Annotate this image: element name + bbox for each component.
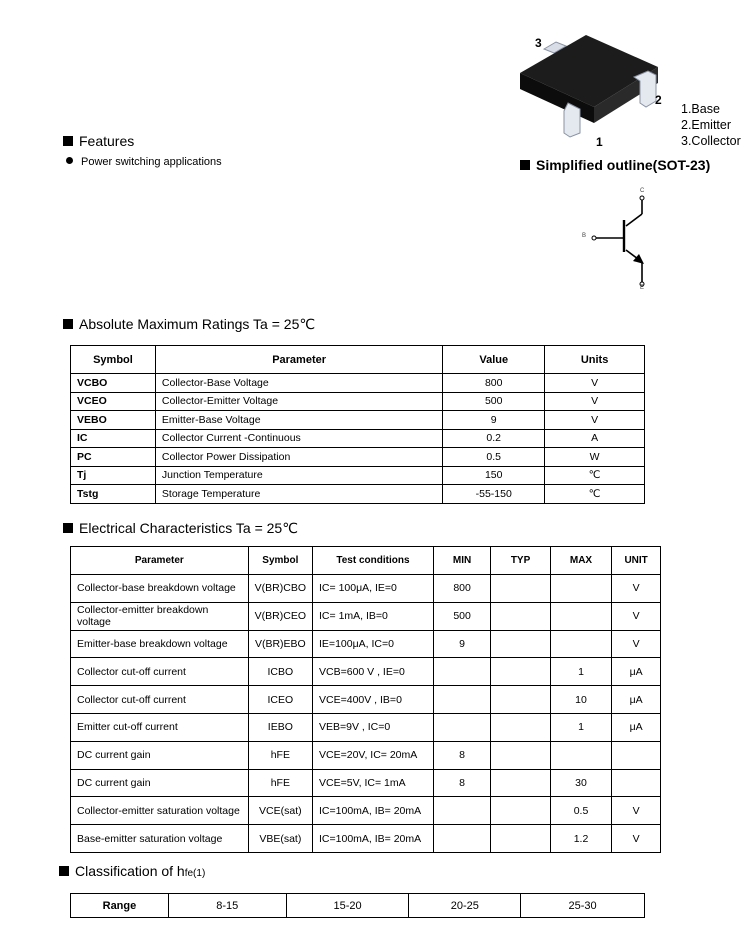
cell-unit bbox=[612, 769, 661, 797]
cell-range-value: 8-15 bbox=[168, 894, 286, 918]
abs-max-table bbox=[70, 345, 645, 504]
cell-parameter: Collector-emitter breakdown voltage bbox=[71, 602, 249, 630]
cell-unit: V bbox=[612, 825, 661, 853]
electrical-characteristics-table bbox=[70, 546, 661, 853]
features-item bbox=[66, 156, 222, 168]
cell-min bbox=[433, 825, 490, 853]
cell-units: ℃ bbox=[545, 466, 645, 485]
cell-max: 10 bbox=[550, 686, 611, 714]
cell-symbol: VCEO bbox=[71, 392, 156, 411]
cell-units: V bbox=[545, 374, 645, 393]
cell-units: ℃ bbox=[545, 485, 645, 504]
cell-parameter: DC current gain bbox=[71, 769, 249, 797]
table-row bbox=[71, 448, 645, 467]
cell-parameter: Emitter-base breakdown voltage bbox=[71, 630, 249, 658]
cell-typ bbox=[491, 658, 550, 686]
cell-symbol: V(BR)EBO bbox=[248, 630, 312, 658]
cell-symbol: IEBO bbox=[248, 713, 312, 741]
cell-max: 1 bbox=[550, 658, 611, 686]
npn-transistor-schematic bbox=[575, 188, 665, 290]
cell-min bbox=[433, 713, 490, 741]
cell-unit: μA bbox=[612, 686, 661, 714]
cell-min: 8 bbox=[433, 769, 490, 797]
elec-title bbox=[63, 520, 298, 537]
col-header-unit: UNIT bbox=[612, 547, 661, 575]
cell-symbol: PC bbox=[71, 448, 156, 467]
schematic-label-base: B bbox=[582, 233, 587, 239]
col-header-value: Value bbox=[443, 346, 545, 374]
cell-max bbox=[550, 602, 611, 630]
col-header-max: MAX bbox=[550, 547, 611, 575]
classification-title-main: Classification of h bbox=[75, 863, 185, 879]
cell-parameter: Storage Temperature bbox=[155, 485, 442, 504]
table-row bbox=[71, 374, 645, 393]
cell-min: 8 bbox=[433, 741, 490, 769]
cell-parameter: Collector-Emitter Voltage bbox=[155, 392, 442, 411]
table-row bbox=[71, 686, 661, 714]
cell-symbol: V(BR)CBO bbox=[248, 575, 312, 603]
cell-unit: V bbox=[612, 602, 661, 630]
col-header-parameter: Parameter bbox=[71, 547, 249, 575]
cell-typ bbox=[491, 602, 550, 630]
cell-value: 0.5 bbox=[443, 448, 545, 467]
col-header-typ: TYP bbox=[491, 547, 550, 575]
cell-parameter: Collector cut-off current bbox=[71, 658, 249, 686]
cell-units: V bbox=[545, 392, 645, 411]
cell-test-conditions: IC=100mA, IB= 20mA bbox=[313, 825, 434, 853]
cell-typ bbox=[491, 713, 550, 741]
cell-max: 1 bbox=[550, 713, 611, 741]
cell-symbol: VBE(sat) bbox=[248, 825, 312, 853]
cell-parameter: Collector-emitter saturation voltage bbox=[71, 797, 249, 825]
cell-unit: μA bbox=[612, 658, 661, 686]
cell-unit: V bbox=[612, 575, 661, 603]
cell-value: 500 bbox=[443, 392, 545, 411]
cell-symbol: Tstg bbox=[71, 485, 156, 504]
cell-max bbox=[550, 630, 611, 658]
cell-typ bbox=[491, 630, 550, 658]
square-bullet-icon bbox=[63, 136, 73, 146]
pin-number-3: 3 bbox=[535, 36, 542, 50]
table-row bbox=[71, 797, 661, 825]
col-header-parameter: Parameter bbox=[155, 346, 442, 374]
cell-symbol: VEBO bbox=[71, 411, 156, 430]
table-row bbox=[71, 630, 661, 658]
cell-test-conditions: IC= 1mA, IB=0 bbox=[313, 602, 434, 630]
cell-parameter: Collector Current -Continuous bbox=[155, 429, 442, 448]
table-header-row bbox=[71, 547, 661, 575]
cell-test-conditions: VCB=600 V , IE=0 bbox=[313, 658, 434, 686]
cell-min: 800 bbox=[433, 575, 490, 603]
cell-unit: V bbox=[612, 630, 661, 658]
schematic-label-collector: C bbox=[640, 188, 645, 194]
cell-min bbox=[433, 658, 490, 686]
cell-parameter: Collector-Base Voltage bbox=[155, 374, 442, 393]
table-row bbox=[71, 575, 661, 603]
pin-list bbox=[681, 101, 741, 149]
cell-parameter: DC current gain bbox=[71, 741, 249, 769]
cell-typ bbox=[491, 575, 550, 603]
cell-units: A bbox=[545, 429, 645, 448]
square-bullet-icon bbox=[63, 319, 73, 329]
features-item-text: Power switching applications bbox=[81, 156, 222, 168]
outline-title bbox=[520, 157, 710, 173]
cell-symbol: ICEO bbox=[248, 686, 312, 714]
round-bullet-icon bbox=[66, 157, 73, 164]
classification-title bbox=[59, 863, 205, 879]
table-row bbox=[71, 769, 661, 797]
cell-unit: V bbox=[612, 797, 661, 825]
cell-test-conditions: VCE=5V, IC= 1mA bbox=[313, 769, 434, 797]
cell-value: 800 bbox=[443, 374, 545, 393]
cell-symbol: hFE bbox=[248, 741, 312, 769]
cell-range-value: 20-25 bbox=[409, 894, 521, 918]
col-header-units: Units bbox=[545, 346, 645, 374]
cell-range-value: 15-20 bbox=[286, 894, 409, 918]
cell-max bbox=[550, 575, 611, 603]
cell-test-conditions: IC= 100μA, IE=0 bbox=[313, 575, 434, 603]
cell-unit bbox=[612, 741, 661, 769]
cell-min bbox=[433, 797, 490, 825]
table-row bbox=[71, 713, 661, 741]
cell-symbol: V(BR)CEO bbox=[248, 602, 312, 630]
cell-symbol: hFE bbox=[248, 769, 312, 797]
cell-units: V bbox=[545, 411, 645, 430]
cell-symbol: VCE(sat) bbox=[248, 797, 312, 825]
pin-number-2: 2 bbox=[655, 93, 662, 107]
square-bullet-icon bbox=[520, 160, 530, 170]
cell-units: W bbox=[545, 448, 645, 467]
table-row bbox=[71, 429, 645, 448]
cell-parameter: Junction Temperature bbox=[155, 466, 442, 485]
cell-max: 1.2 bbox=[550, 825, 611, 853]
cell-min: 9 bbox=[433, 630, 490, 658]
table-row bbox=[71, 741, 661, 769]
cell-parameter: Collector cut-off current bbox=[71, 686, 249, 714]
sot23-package-drawing bbox=[510, 15, 670, 140]
elec-title-text: Electrical Characteristics Ta = 25℃ bbox=[79, 520, 298, 536]
cell-typ bbox=[491, 825, 550, 853]
cell-symbol: VCBO bbox=[71, 374, 156, 393]
features-title bbox=[63, 133, 134, 149]
cell-parameter: Emitter cut-off current bbox=[71, 713, 249, 741]
abs-max-title-text: Absolute Maximum Ratings Ta = 25℃ bbox=[79, 316, 316, 332]
cell-test-conditions: VCE=400V , IB=0 bbox=[313, 686, 434, 714]
cell-max bbox=[550, 741, 611, 769]
table-row bbox=[71, 485, 645, 504]
table-row bbox=[71, 411, 645, 430]
abs-max-title bbox=[63, 316, 315, 333]
cell-unit: μA bbox=[612, 713, 661, 741]
col-header-min: MIN bbox=[433, 547, 490, 575]
square-bullet-icon bbox=[63, 523, 73, 533]
table-row bbox=[71, 894, 645, 918]
features-title-text: Features bbox=[79, 133, 135, 149]
pin-list-collector: 3.Collector bbox=[681, 134, 741, 148]
col-header-test-conditions: Test conditions bbox=[313, 547, 434, 575]
cell-symbol: Tj bbox=[71, 466, 156, 485]
cell-range-value: 25-30 bbox=[521, 894, 645, 918]
cell-value: 0.2 bbox=[443, 429, 545, 448]
cell-min: 500 bbox=[433, 602, 490, 630]
cell-min bbox=[433, 686, 490, 714]
table-row bbox=[71, 658, 661, 686]
cell-test-conditions: VCE=20V, IC= 20mA bbox=[313, 741, 434, 769]
cell-value: -55-150 bbox=[443, 485, 545, 504]
cell-value: 9 bbox=[443, 411, 545, 430]
cell-test-conditions: IC=100mA, IB= 20mA bbox=[313, 797, 434, 825]
pin-list-base: 1.Base bbox=[681, 102, 720, 116]
classification-title-sub: fe(1) bbox=[184, 868, 206, 879]
cell-value: 150 bbox=[443, 466, 545, 485]
classification-table bbox=[70, 893, 645, 918]
cell-parameter: Emitter-Base Voltage bbox=[155, 411, 442, 430]
col-header-symbol: Symbol bbox=[71, 346, 156, 374]
table-row bbox=[71, 825, 661, 853]
outline-title-text: Simplified outline(SOT-23) bbox=[536, 157, 711, 173]
schematic-label-emitter: E bbox=[640, 285, 645, 291]
cell-typ bbox=[491, 769, 550, 797]
square-bullet-icon bbox=[59, 866, 69, 876]
cell-symbol: IC bbox=[71, 429, 156, 448]
cell-parameter: Base-emitter saturation voltage bbox=[71, 825, 249, 853]
col-header-symbol: Symbol bbox=[248, 547, 312, 575]
cell-max: 0.5 bbox=[550, 797, 611, 825]
pin-number-1: 1 bbox=[596, 135, 603, 149]
cell-typ bbox=[491, 686, 550, 714]
cell-test-conditions: VEB=9V , IC=0 bbox=[313, 713, 434, 741]
cell-typ bbox=[491, 797, 550, 825]
table-row bbox=[71, 392, 645, 411]
cell-max: 30 bbox=[550, 769, 611, 797]
cell-test-conditions: IE=100μA, IC=0 bbox=[313, 630, 434, 658]
cell-parameter: Collector-base breakdown voltage bbox=[71, 575, 249, 603]
cell-symbol: ICBO bbox=[248, 658, 312, 686]
cell-parameter: Collector Power Dissipation bbox=[155, 448, 442, 467]
table-row bbox=[71, 466, 645, 485]
cell-range-header: Range bbox=[71, 894, 169, 918]
cell-typ bbox=[491, 741, 550, 769]
table-row bbox=[71, 602, 661, 630]
table-header-row bbox=[71, 346, 645, 374]
pin-list-emitter: 2.Emitter bbox=[681, 118, 732, 132]
